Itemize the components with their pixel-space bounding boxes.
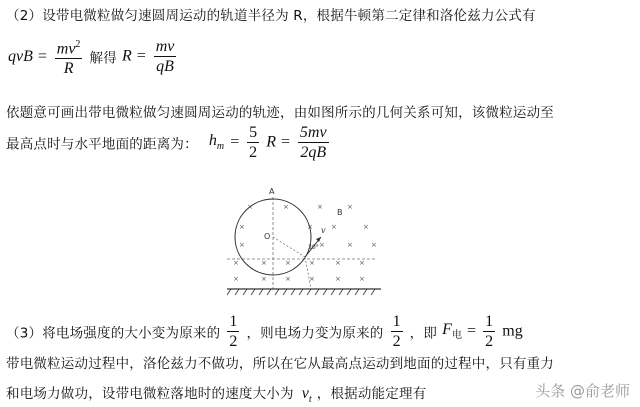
eq1-r: R = <box>122 47 147 65</box>
svg-text:×: × <box>285 259 291 267</box>
half-num-3: 1 <box>485 313 494 330</box>
label-A: A <box>269 187 275 196</box>
eq1-fraction <box>55 36 83 77</box>
half-den-1: 2 <box>229 333 238 350</box>
part2-line4: 最高点时与水平地面的距离为： <box>6 136 198 153</box>
label-O: O <box>264 232 271 241</box>
eq2-r: R = <box>266 133 291 151</box>
eq2-num2: 5mv <box>299 124 327 141</box>
part2-line1: （2）设带电微粒做匀速圆周运动的轨道半径为 R，根据牛顿第二定律和洛伦兹力公式有 <box>6 8 536 24</box>
part2-line3: 依题意可画出带电微粒做匀速圆周运动的轨迹，由如图所示的几何关系可知，该微粒运动至 <box>6 105 554 121</box>
part3-line3 <box>6 382 426 405</box>
eq2-den1: 2 <box>249 144 258 161</box>
label-angle: 30° <box>308 244 319 251</box>
v-final <box>301 385 312 406</box>
svg-text:×: × <box>331 223 337 231</box>
svg-text:×: × <box>261 275 267 283</box>
eq1-left: qvB = <box>8 48 48 66</box>
svg-text:×: × <box>239 223 245 231</box>
svg-text:×: × <box>347 203 353 211</box>
eq2-h-letter: h <box>208 132 217 150</box>
ground-hatching <box>227 289 375 295</box>
part3-line3-b: ，根据动能定理有 <box>316 386 427 402</box>
eq1-r-fraction <box>154 38 177 75</box>
eq2-num1: 5 <box>249 124 258 141</box>
f-electric <box>442 321 462 342</box>
half-num-2: 1 <box>392 313 401 330</box>
svg-text:×: × <box>261 259 267 267</box>
part3-line3-a: 和电场力做功，设带电微粒落地时的速度大小为 <box>6 386 294 402</box>
part3-line1-b: ，则电场力变为原来的 <box>246 325 384 342</box>
trajectory-figure <box>225 185 385 297</box>
part3-line1-c: ，即 <box>409 325 438 342</box>
svg-text:×: × <box>285 275 291 283</box>
svg-text:×: × <box>283 203 289 211</box>
eq2-fraction1 <box>247 124 259 161</box>
svg-text:×: × <box>335 275 341 283</box>
part3-line1 <box>6 313 523 350</box>
half-den-3: 2 <box>485 333 494 350</box>
svg-text:×: × <box>359 259 365 267</box>
eq1-sup: 2 <box>75 39 81 50</box>
part3-line1-a: （3）将电场强度的大小变为原来的 <box>6 325 221 342</box>
label-v: v <box>321 226 326 235</box>
eq2-den2: 2qB <box>300 144 327 161</box>
svg-text:×: × <box>307 223 313 231</box>
svg-text:×: × <box>233 259 239 267</box>
label-B: B <box>337 208 343 217</box>
f-letter: F <box>442 321 452 339</box>
svg-text:×: × <box>359 275 365 283</box>
eq1-den: R <box>63 60 74 78</box>
part3-line2: 带电微粒运动过程中，洛伦兹力不做功，所以在它从最高点运动到地面的过程中，只有重力 <box>6 356 554 372</box>
watermark: 头条 @俞老师 <box>535 382 630 400</box>
svg-text:×: × <box>317 203 323 211</box>
equation-lorentz <box>8 36 178 77</box>
svg-text:×: × <box>309 259 315 267</box>
f-sub: 电 <box>451 330 462 342</box>
svg-text:×: × <box>319 241 325 249</box>
eq1-middle: 解得 <box>89 50 117 67</box>
eq1-r-den: qB <box>156 58 174 76</box>
half-den-2: 2 <box>392 333 401 350</box>
radius-line <box>273 237 305 257</box>
eq1-num: mv <box>56 40 76 58</box>
half-num-1: 1 <box>229 313 238 330</box>
svg-text:×: × <box>233 275 239 283</box>
eq1-r-num: mv <box>155 38 175 56</box>
half-fraction-1 <box>227 313 239 350</box>
svg-text:×: × <box>335 259 341 267</box>
v-sub: t <box>308 394 312 406</box>
half-fraction-3 <box>483 313 495 350</box>
svg-text:×: × <box>363 223 369 231</box>
svg-text:×: × <box>309 275 315 283</box>
svg-text:×: × <box>371 241 377 249</box>
f-mg: mg <box>502 322 523 340</box>
eq2-h <box>208 132 225 153</box>
equation-height <box>6 124 331 161</box>
magnetic-field-crosses <box>233 203 377 283</box>
f-eq: = <box>467 322 477 340</box>
eq2-eq: = <box>229 133 241 151</box>
eq2-h-sub: m <box>216 141 225 153</box>
eq2-fraction2 <box>298 124 329 161</box>
svg-text:×: × <box>239 241 245 249</box>
svg-text:×: × <box>247 203 253 211</box>
v-letter: v <box>301 385 309 402</box>
svg-text:×: × <box>347 241 353 249</box>
half-fraction-2 <box>391 313 403 350</box>
